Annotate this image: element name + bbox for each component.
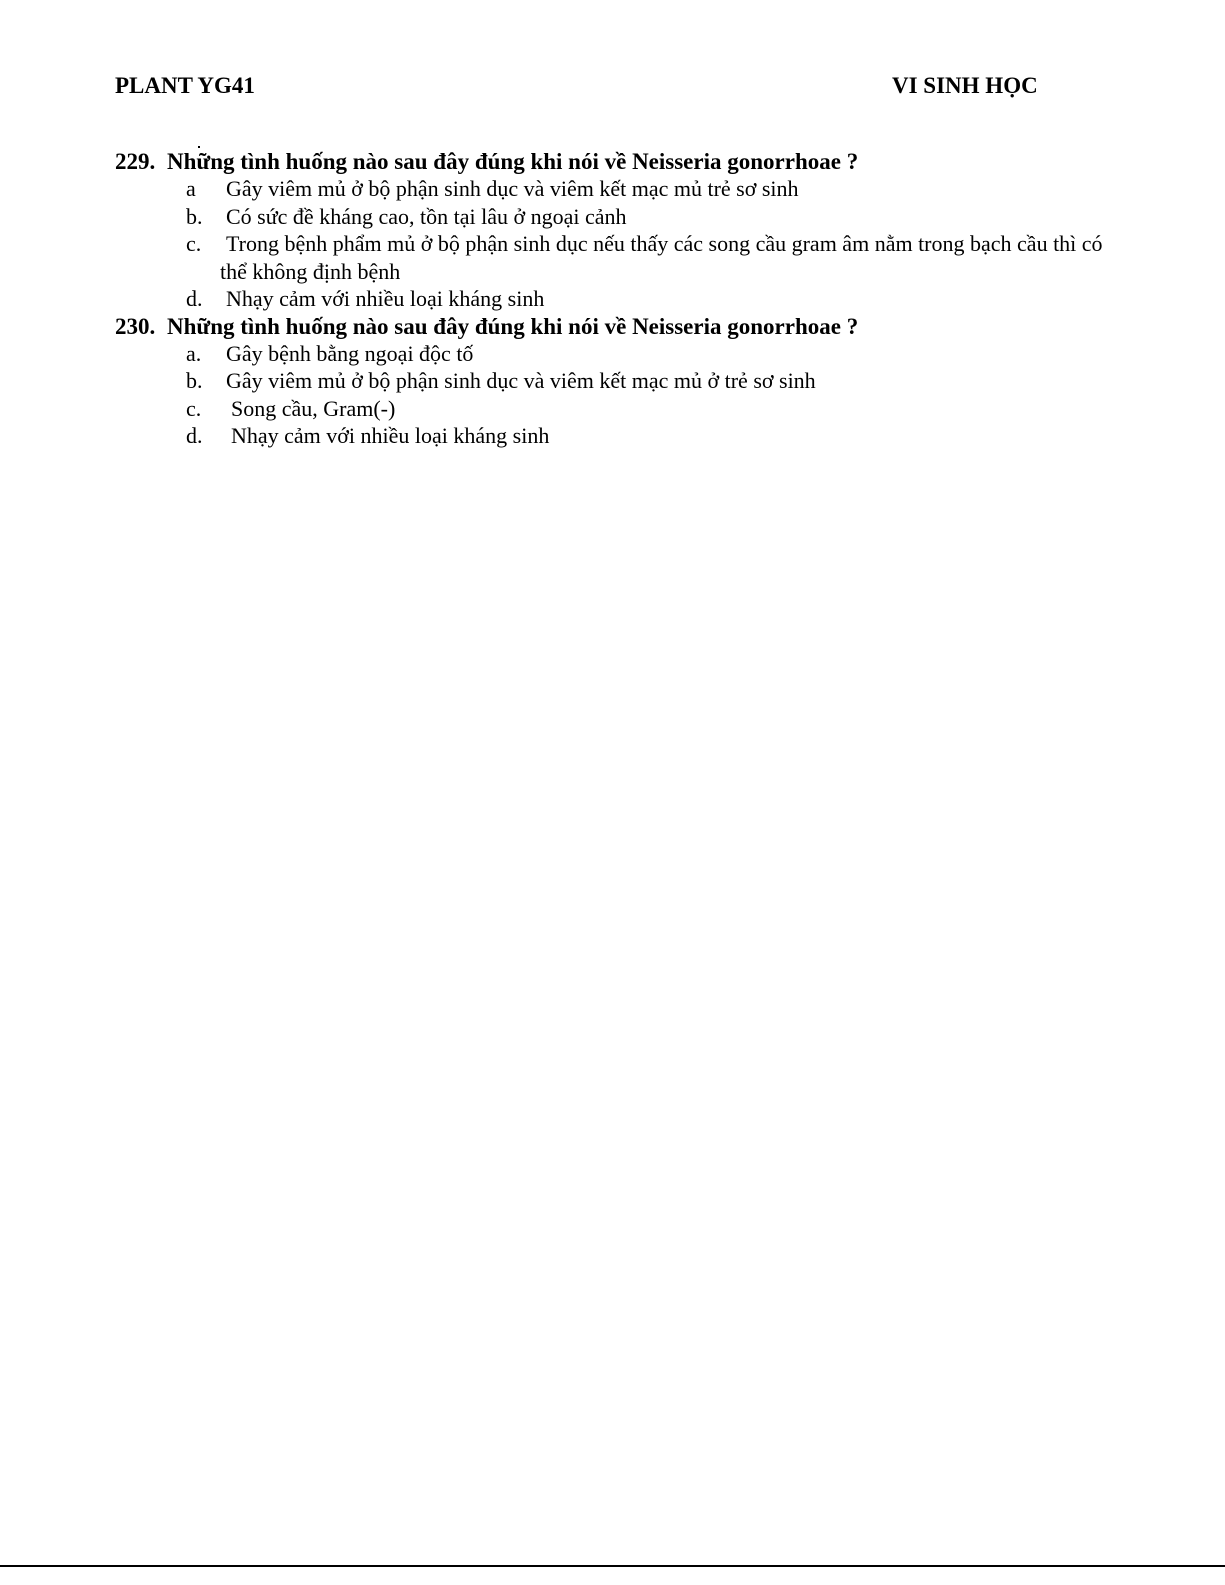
option-d bbox=[186, 422, 1115, 450]
option-b bbox=[186, 367, 1115, 395]
option-d bbox=[186, 285, 1115, 313]
option-text: Gây viêm mủ ở bộ phận sinh dục và viêm kết mạc mủ trẻ sơ sinh bbox=[226, 176, 799, 201]
question-229 bbox=[115, 148, 1115, 313]
option-list bbox=[115, 340, 1115, 450]
option-label: c. bbox=[186, 231, 202, 256]
option-label: b. bbox=[186, 203, 203, 229]
question-list bbox=[115, 148, 1115, 450]
question-stem bbox=[115, 148, 1115, 175]
option-text: Gây viêm mủ ở bộ phận sinh dục và viêm kết mạc mủ ở trẻ sơ sinh bbox=[226, 368, 816, 393]
option-text: Song cầu, Gram(-) bbox=[231, 395, 396, 421]
question-stem bbox=[115, 313, 1115, 340]
option-label: a. bbox=[186, 340, 202, 366]
option-label: d. bbox=[186, 423, 203, 448]
option-text: Trong bệnh phẩm mủ ở bộ phận sinh dục nếu thấy các song cầu gram âm nằm trong bạch cầu thì có thể không định bệnh bbox=[220, 231, 1103, 284]
option-text: Nhạy cảm với nhiều loại kháng sinh bbox=[231, 423, 550, 448]
question-text: Những tình huống nào sau đây đúng khi nói về Neisseria gonorrhoae ? bbox=[167, 149, 859, 174]
option-a bbox=[186, 175, 1115, 203]
option-text: Nhạy cảm với nhiều loại kháng sinh bbox=[226, 286, 545, 311]
option-label: a bbox=[186, 176, 196, 201]
footer-rule bbox=[0, 1565, 1225, 1567]
question-text: Những tình huống nào sau đây đúng khi nói về Neisseria gonorrhoae ? bbox=[167, 313, 859, 339]
question-230 bbox=[115, 313, 1115, 450]
option-label: b. bbox=[186, 368, 203, 393]
option-b bbox=[186, 203, 1115, 231]
option-text: Gây bệnh bằng ngoại độc tố bbox=[226, 340, 474, 366]
option-c bbox=[186, 395, 1115, 423]
page-header-left: PLANT YG41 bbox=[115, 73, 255, 98]
option-list bbox=[115, 175, 1115, 313]
option-label: c. bbox=[186, 395, 202, 421]
option-label: d. bbox=[186, 286, 203, 311]
option-c bbox=[186, 230, 1115, 285]
question-number: 230. bbox=[115, 313, 156, 339]
question-number: 229. bbox=[115, 149, 156, 174]
option-text: Có sức đề kháng cao, tồn tại lâu ở ngoại cảnh bbox=[226, 203, 627, 229]
page-header-right: VI SINH HỌC bbox=[892, 73, 1038, 98]
option-a bbox=[186, 340, 1115, 368]
